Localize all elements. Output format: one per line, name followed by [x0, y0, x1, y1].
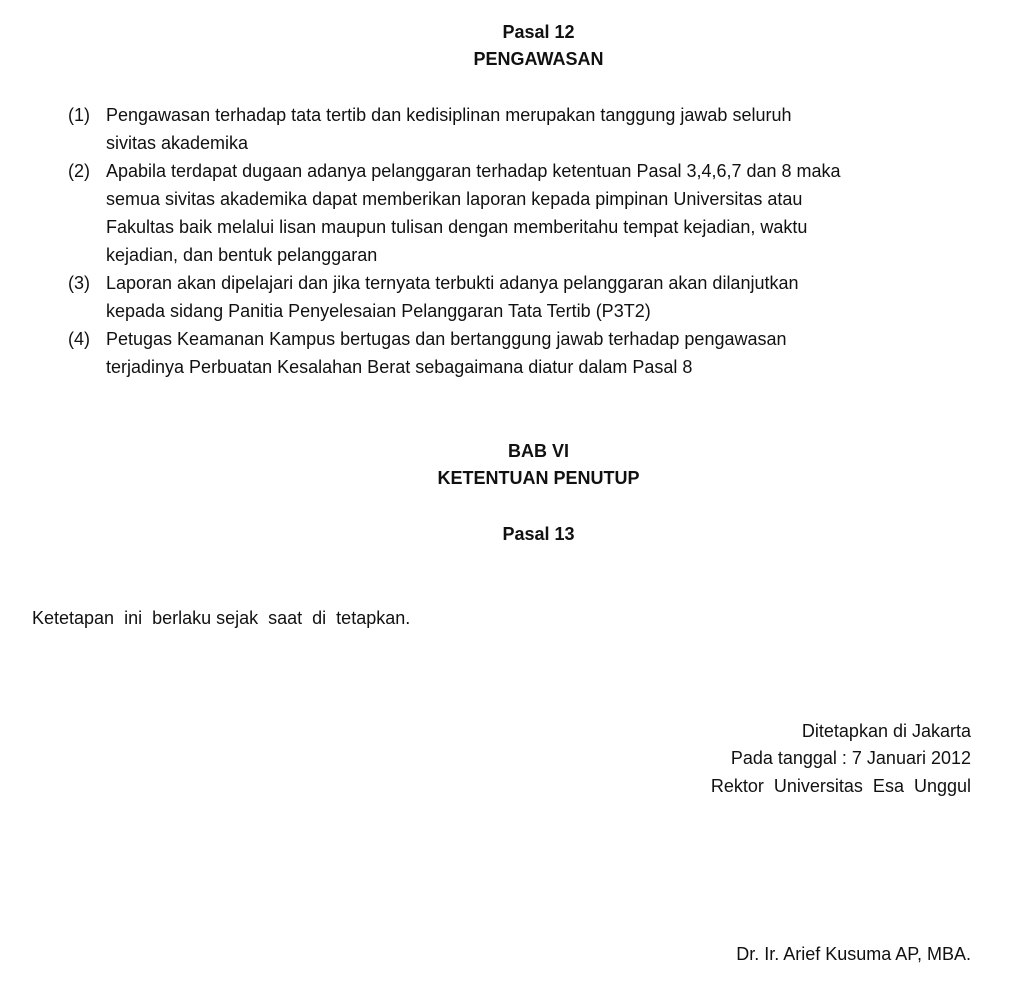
- list-item-line: Laporan akan dipelajari dan jika ternyata terbukti adanya pelanggaran akan dilanjutkan: [106, 273, 799, 293]
- signature-name: Dr. Ir. Arief Kusuma AP, MBA.: [736, 944, 971, 964]
- signature-date: Pada tanggal : 7 Januari 2012: [730, 748, 971, 768]
- list-item-2: [68, 157, 968, 269]
- list-item-line: sivitas akademika: [106, 133, 249, 153]
- list-item-number: (4): [68, 329, 90, 349]
- list-item-number: (2): [68, 161, 90, 181]
- list-item-line: kejadian, dan bentuk pelanggaran: [106, 245, 378, 265]
- list-item-3: [68, 269, 968, 325]
- bab-title: BAB VI: [507, 441, 569, 461]
- pasal-12-title: Pasal 12: [502, 22, 575, 42]
- list-item-line: Petugas Keamanan Kampus bertugas dan bertanggung jawab terhadap pengawasan: [106, 329, 787, 349]
- list-item-number: (3): [68, 273, 90, 293]
- list-item-line: semua sivitas akademika dapat memberikan laporan kepada pimpinan Universitas atau: [106, 189, 803, 209]
- list-item-1: [68, 101, 968, 157]
- bab-subtitle: KETENTUAN PENUTUP: [437, 468, 640, 488]
- list-item-line: terjadinya Perbuatan Kesalahan Berat sebagaimana diatur dalam Pasal 8: [106, 357, 693, 377]
- signature-place: Ditetapkan di Jakarta: [801, 721, 971, 741]
- list-item-line: kepada sidang Panitia Penyelesaian Pelanggaran Tata Tertib (P3T2): [106, 301, 651, 321]
- list-item-line: Apabila terdapat dugaan adanya pelanggaran terhadap ketentuan Pasal 3,4,6,7 dan 8 maka: [106, 161, 841, 181]
- pasal-13-title: Pasal 13: [502, 524, 575, 544]
- pasal-12-subtitle: PENGAWASAN: [473, 49, 604, 69]
- list-item-4: [68, 325, 968, 381]
- list-item-number: (1): [68, 105, 90, 125]
- list-item-line: Pengawasan terhadap tata tertib dan kedisiplinan merupakan tanggung jawab seluruh: [106, 105, 792, 125]
- list-item-line: Fakultas baik melalui lisan maupun tulisan dengan memberitahu tempat kejadian, waktu: [106, 217, 808, 237]
- closing-statement: Ketetapan ini berlaku sejak saat di tetapkan.: [32, 608, 411, 628]
- signature-role: Rektor Universitas Esa Unggul: [710, 776, 971, 796]
